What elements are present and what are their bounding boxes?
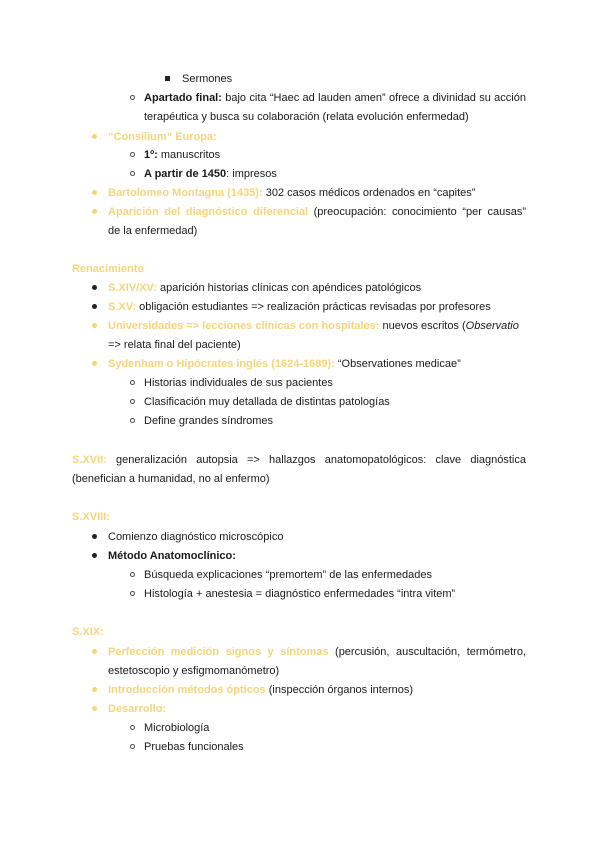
list-item: Método Anatomoclínico: — [108, 550, 236, 562]
list-item: Desarrollo: — [108, 703, 167, 715]
circle-bullet-icon — [130, 171, 135, 176]
dot-bullet-icon — [92, 285, 97, 290]
circle-bullet-icon — [130, 399, 135, 404]
circle-bullet-icon — [130, 572, 135, 577]
list-item: “Consilium” Europa: — [108, 131, 217, 143]
list-item: Universidades => lecciones clínicas con hospitales: nuevos escritos (Observatio — [108, 320, 519, 332]
section-heading: S.XIX: — [72, 626, 104, 638]
list-item-cont: de la enfermedad) — [108, 225, 198, 237]
circle-bullet-icon — [130, 95, 135, 100]
list-item: Apartado final: bajo cita “Haec ad lauden amen” ofrece a divinidad su acción — [144, 92, 526, 104]
list-item: 1º: manuscritos — [144, 149, 221, 161]
dot-bullet-icon — [92, 304, 97, 309]
circle-bullet-icon — [130, 418, 135, 423]
list-item: Búsqueda explicaciones “premortem” de las enfermedades — [144, 569, 432, 581]
dot-bullet-icon — [92, 649, 97, 654]
list-item: Histología + anestesia = diagnóstico enfermedades “intra vitem” — [144, 588, 456, 600]
dot-bullet-icon — [92, 134, 97, 139]
list-item: Comienzo diagnóstico microscópico — [108, 531, 284, 543]
dot-bullet-icon — [92, 323, 97, 328]
list-item-cont: estetoscopio y esfigmomanómetro) — [108, 665, 280, 677]
square-bullet-icon — [165, 76, 170, 81]
circle-bullet-icon — [130, 591, 135, 596]
circle-bullet-icon — [130, 380, 135, 385]
list-item: A partir de 1450: impresos — [144, 168, 277, 180]
list-item: Microbiología — [144, 722, 210, 734]
list-item: Sermones — [182, 73, 233, 85]
circle-bullet-icon — [130, 744, 135, 749]
list-item: Aparición del diagnóstico diferencial (preocupación: conocimiento “per causas” — [108, 206, 526, 218]
paragraph: S.XVII: generalización autopsia => hallazgos anatomopatológicos: clave diagnóstica — [72, 454, 526, 466]
list-item: Define grandes síndromes — [144, 415, 274, 427]
list-item: S.XV: obligación estudiantes => realización prácticas revisadas por profesores — [108, 301, 491, 313]
list-item: Clasificación muy detallada de distintas patologías — [144, 396, 390, 408]
list-item: Sydenham o Hipócrates inglés (1624-1689): “Observationes medicae” — [108, 358, 461, 370]
list-item-cont: => relata final del paciente) — [108, 339, 241, 351]
dot-bullet-icon — [92, 209, 97, 214]
list-item-cont: terapéutica y busca su colaboración (relata evolución enfermedad) — [144, 111, 469, 123]
dot-bullet-icon — [92, 361, 97, 366]
section-heading: Renacimiento — [72, 263, 145, 275]
list-item: Introducción métodos ópticos (inspección órganos internos) — [108, 684, 414, 696]
dot-bullet-icon — [92, 687, 97, 692]
list-item: Historias individuales de sus pacientes — [144, 377, 333, 389]
dot-bullet-icon — [92, 706, 97, 711]
paragraph-cont: (benefician a humanidad, no al enfermo) — [72, 473, 270, 485]
dot-bullet-icon — [92, 534, 97, 539]
circle-bullet-icon — [130, 152, 135, 157]
list-item: Pruebas funcionales — [144, 741, 244, 753]
list-item: Perfección medición signos y síntomas (percusión, auscultación, termómetro, — [108, 646, 526, 658]
list-item: S.XIV/XV: aparición historias clínicas con apéndices patológicos — [108, 282, 422, 294]
dot-bullet-icon — [92, 553, 97, 558]
section-heading: S.XVIII: — [72, 511, 110, 523]
list-item: Bartolomeo Montagna (1435): 302 casos médicos ordenados en “capites” — [108, 187, 476, 199]
dot-bullet-icon — [92, 190, 97, 195]
circle-bullet-icon — [130, 725, 135, 730]
